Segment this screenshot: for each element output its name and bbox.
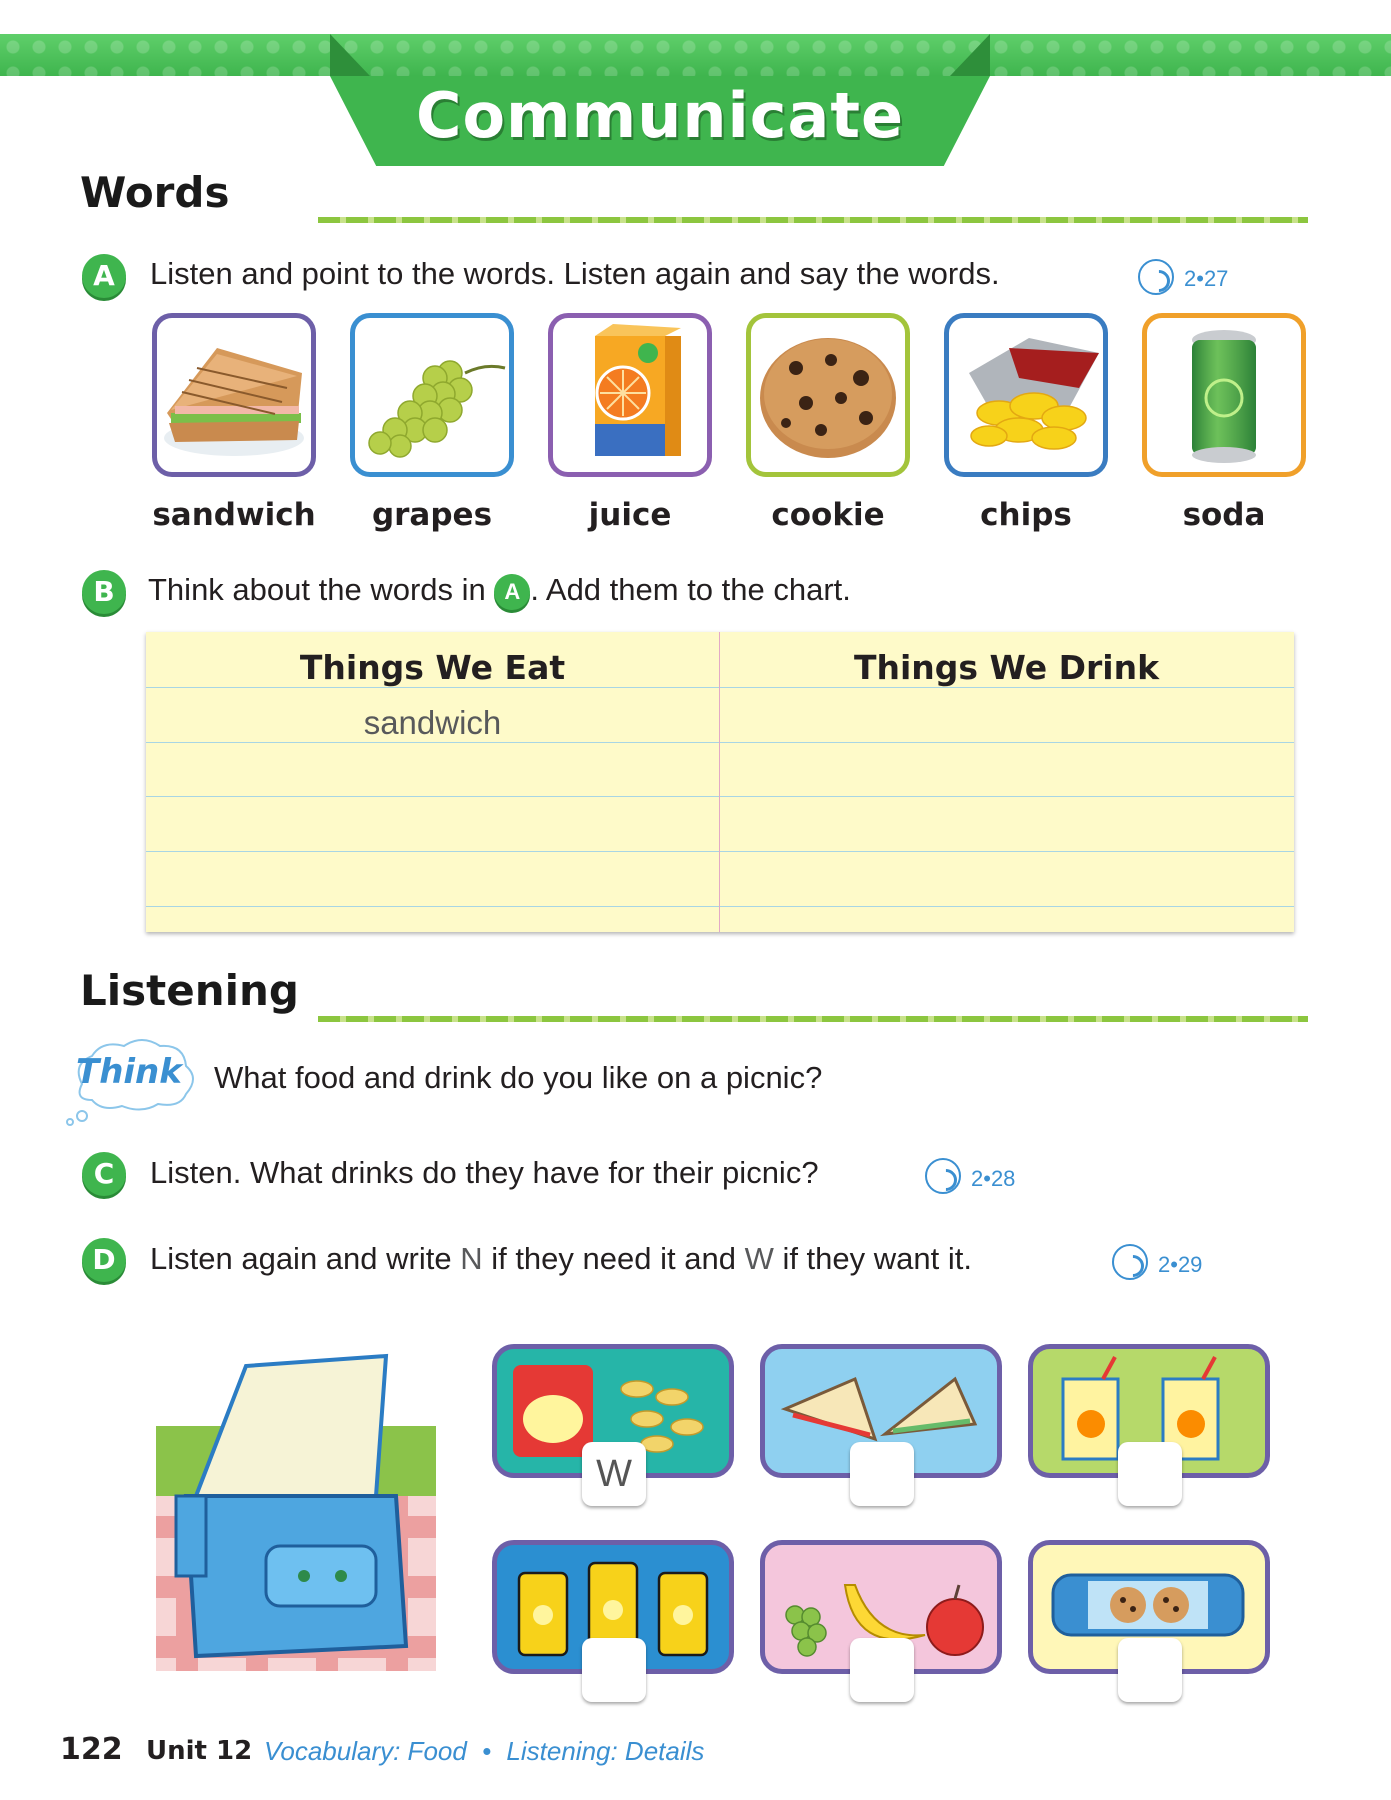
cookie-icon: [751, 318, 905, 472]
answer-box-chips[interactable]: W: [582, 1442, 646, 1506]
answer-box-sandwiches[interactable]: [850, 1442, 914, 1506]
audio-track-label: 2•29: [1158, 1252, 1203, 1277]
chart-cell-eat-1[interactable]: sandwich: [363, 704, 502, 741]
activity-b-text-pre: Think about the words in: [148, 572, 486, 607]
audio-track-label: 2•27: [1184, 266, 1229, 291]
juice-picture: [548, 313, 712, 477]
word-label: chips: [980, 497, 1072, 533]
chart-rule: [146, 851, 1294, 852]
think-label: Think: [76, 1052, 182, 1092]
words-section-rule: [318, 217, 1308, 223]
word-label: soda: [1182, 497, 1266, 533]
listening-section-title: Listening: [80, 966, 299, 1015]
word-label: sandwich: [152, 497, 316, 533]
grapes-picture: [350, 313, 514, 477]
chips-picture: [944, 313, 1108, 477]
activity-d-text-1: Listen again and write: [150, 1241, 461, 1276]
activity-a-instruction: Listen and point to the words. Listen again and say the words.: [150, 256, 1000, 291]
word-label: grapes: [371, 497, 493, 533]
think-question: What food and drink do you like on a picnic?: [214, 1060, 823, 1095]
audio-track-label: 2•28: [971, 1166, 1016, 1191]
chart-rule: [146, 796, 1294, 797]
grapes-icon: [355, 318, 509, 472]
activity-d-badge: D: [82, 1238, 126, 1282]
answer-box-juice[interactable]: [1118, 1442, 1182, 1506]
words-section-title: Words: [80, 168, 230, 217]
chart-rule: [146, 687, 1294, 688]
activity-b-badge: B: [82, 570, 126, 614]
activity-b-text-post: . Add them to the chart.: [530, 572, 851, 607]
page-title: Communicate: [415, 79, 905, 152]
activity-c-instruction: Listen. What drinks do they have for their picnic?: [150, 1155, 819, 1190]
soda-can-icon: [1147, 318, 1301, 472]
activity-c-badge: C: [82, 1152, 126, 1196]
answer-box-cookies[interactable]: [1118, 1638, 1182, 1702]
word-label: cookie: [771, 497, 885, 533]
chips-icon: [949, 318, 1103, 472]
audio-icon[interactable]: [925, 1158, 961, 1194]
footer-unit: Unit 12: [146, 1736, 253, 1766]
soda-picture: [1142, 313, 1306, 477]
audio-icon[interactable]: [1112, 1244, 1148, 1280]
activity-d-instruction: [150, 1241, 972, 1277]
word-label: juice: [588, 497, 672, 533]
footer-separator: •: [482, 1736, 492, 1766]
activity-b-instruction: [148, 572, 851, 610]
answer-box-cans[interactable]: [582, 1638, 646, 1702]
chart-rule: [146, 742, 1294, 743]
activity-a-reference-badge: A: [494, 574, 530, 610]
chart-header-eat: Things We Eat: [299, 648, 566, 687]
answer-box-fruit[interactable]: [850, 1638, 914, 1702]
activity-a-badge: A: [82, 254, 126, 298]
sandwich-picture: [152, 313, 316, 477]
header-ribbon-pattern: [0, 34, 1391, 76]
activity-d-text-3: if they want it.: [773, 1241, 972, 1276]
cookie-picture: [746, 313, 910, 477]
page-number: 122: [60, 1732, 123, 1767]
audio-icon[interactable]: [1138, 259, 1174, 295]
footer-topic-vocabulary: Vocabulary: Food: [264, 1736, 467, 1766]
chart-header-drink: Things We Drink: [853, 648, 1160, 687]
chart-rule: [146, 906, 1294, 907]
cooler-bag-illustration: [156, 1346, 436, 1686]
footer-topics: [264, 1736, 704, 1767]
need-letter: N: [460, 1241, 483, 1276]
sandwich-icon: [157, 318, 311, 472]
activity-d-text-2: if they need it and: [482, 1241, 745, 1276]
juice-box-icon: [553, 318, 707, 472]
footer-topic-listening: Listening: Details: [506, 1736, 705, 1766]
listening-section-rule: [318, 1016, 1308, 1022]
want-letter: W: [744, 1241, 774, 1276]
